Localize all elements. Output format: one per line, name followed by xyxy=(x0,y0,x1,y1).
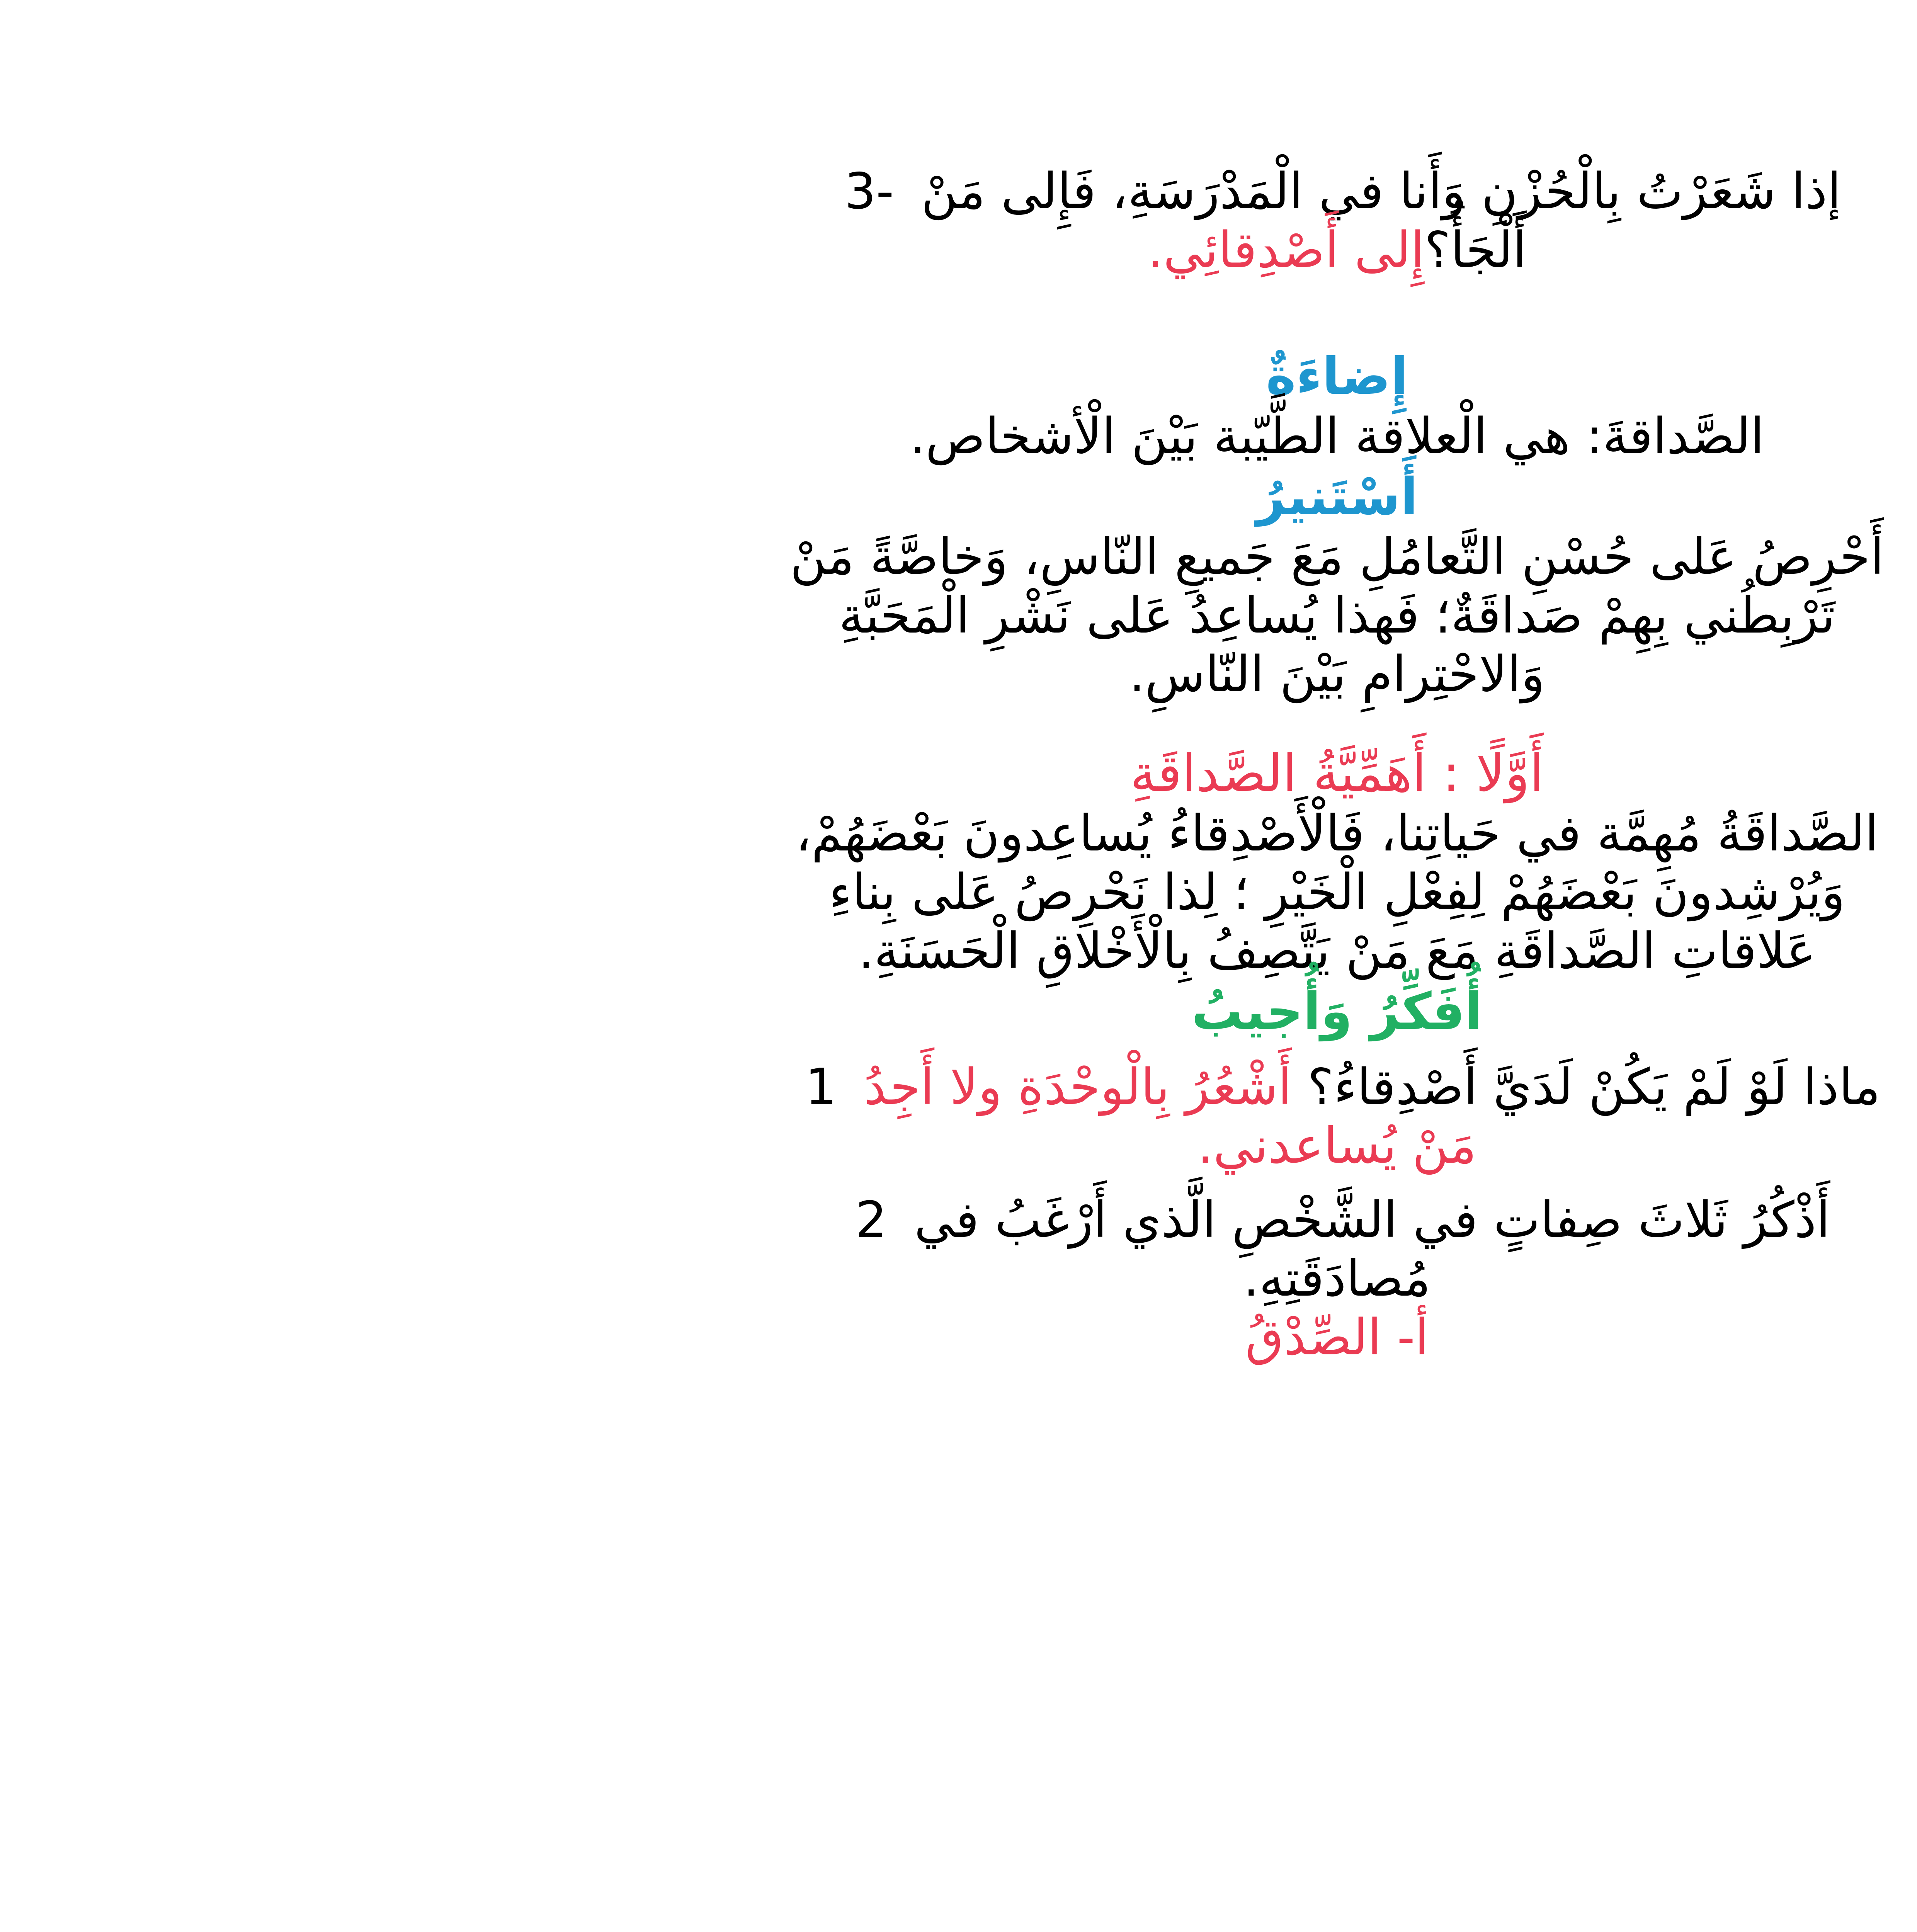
think-question-1 xyxy=(765,1058,1909,1117)
idaa-heading: إِضاءَةٌ xyxy=(1266,347,1408,406)
spacer xyxy=(765,280,1909,345)
astanir-line-3: وَالاحْتِرامِ بَيْنَ النّاسِ. xyxy=(1129,646,1545,703)
think-question-1-answer: أَشْعُرُ بِالْوحْدَةِ ولا أَجِدُ xyxy=(864,1058,1292,1116)
idaa-definition: الصَّداقةَ: هي الْعلاقة الطَّيّبة بَيْنَ الْأشخاص. xyxy=(910,408,1764,465)
spacer xyxy=(765,1175,1909,1191)
question-3-question-end: أَلْجَأُ؟ xyxy=(1424,221,1527,279)
section-1-line-2: وَيُرْشِدونَ بَعْضَهُمْ لِفِعْلِ الْخَيْرِ ؛ لِذا نَحْرِصُ عَلى بِناءِ xyxy=(828,864,1846,921)
question-3-number: 3- xyxy=(844,163,894,220)
section-1-heading: أَوَّلًا : أَهَمِّيَّةُ الصَّداقَةِ xyxy=(1130,744,1544,803)
astanir-heading: أَسْتَنيرُ xyxy=(1256,467,1418,527)
section-1-line-1: الصَّداقَةُ مُهِمَّة في حَياتِنا، فَالْأَصْدِقاءُ يُساعِدونَ بَعْضَهُمْ، xyxy=(795,805,1879,862)
think-question-2-answer: أ- الصِّدْقُ xyxy=(1245,1309,1429,1366)
document-page xyxy=(765,162,1909,1367)
think-question-1-text: ماذا لَوْ لَمْ يَكُنْ لَدَيَّ أَصْدِقاءُ؟ xyxy=(1307,1058,1881,1116)
spacer xyxy=(765,1043,1909,1058)
think-question-2-text: أَذْكُرُ ثَلاثَ صِفاتٍ في الشَّخْصِ الَّذي أَرْغَبُ في xyxy=(914,1191,1830,1249)
think-question-2-number: 2 xyxy=(855,1191,887,1249)
question-3-line2 xyxy=(765,221,1909,280)
section-1-line-3: عَلاقاتِ الصَّداقَةِ مَعَ مَنْ يَتَّصِفُ بِالْأَخْلاقِ الْحَسَنَةِ. xyxy=(858,922,1816,980)
astanir-line-1: أَحْرِصُ عَلى حُسْنِ التَّعامُلِ مَعَ جَميعِ النّاسِ، وَخاصَّةً مَنْ xyxy=(790,528,1884,586)
think-question-2 xyxy=(765,1191,1909,1250)
question-3 xyxy=(765,162,1909,221)
spacer xyxy=(765,704,1909,743)
think-question-1-number: 1 xyxy=(805,1058,837,1116)
think-answer-heading: أُفَكِّرُ وَأُجيبُ xyxy=(1191,982,1483,1041)
think-question-2-line-2: مُصادَقَتِهِ. xyxy=(1243,1250,1431,1308)
question-3-answer: إِلى أَصْدِقائِي. xyxy=(1147,221,1425,279)
think-question-1-answer-line-2: مَنْ يُساعدني. xyxy=(1197,1117,1477,1175)
question-3-text: إذا شَعَرْتُ بِالْحُزْنِ وَأَنا في الْمَدْرَسَةِ، فَإِلى مَنْ xyxy=(921,163,1841,220)
astanir-line-2: تَرْبِطُني بِهِمْ صَداقَةٌ؛ فَهذا يُساعِدُ عَلى نَشْرِ الْمَحَبَّةِ xyxy=(839,587,1835,645)
